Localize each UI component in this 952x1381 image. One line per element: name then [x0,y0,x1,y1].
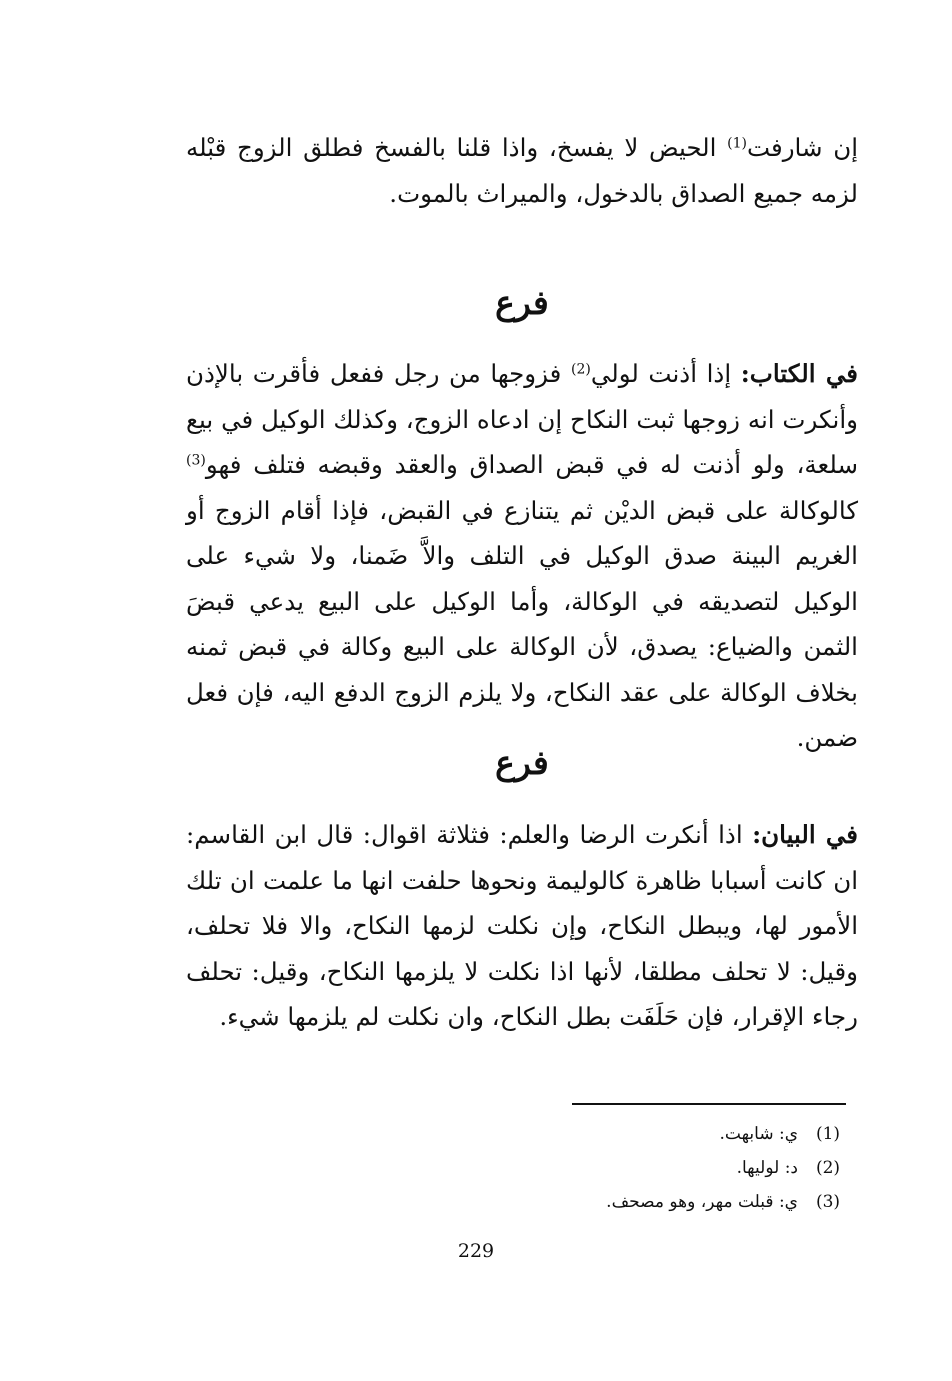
footnote-3 [400,1185,850,1219]
section-2-text: اذا أنكرت الرضا والعلم: فثلاثة اقوال: قال ابن القاسم: ان كانت أسبابا ظاهرة كالوليمة ونحوها حلفت انها ما علمت ان تلك الأمور لها، ويبطل النكاح، وإن نكلت لزمها النكاح، والا فلا تحلف، وقيل: لا تحلف مطلقا، لأنها اذا نكلت لا يلزمها النكاح، وقيل: تحلف رجاء الإقرار، فإن حَلَفَت بطل النكاح، وان نكلت لم يلزمها شيء. [186,820,858,1031]
footnote-divider [572,1103,846,1105]
footnote-ref-1[interactable]: (1) [727,135,747,152]
section-heading-2: فرع [495,743,549,782]
section-heading-1: فرع [495,283,549,322]
footnote-1-number: (1) [815,1124,841,1144]
footnote-3-text: ي: قبلت مهر، وهو مصحف. [606,1192,798,1212]
footnote-3-number: (3) [815,1192,841,1212]
footnotes-list [400,1117,850,1219]
footnote-2-text: د: لوليها. [736,1158,798,1178]
section-1-text-a: إذا أذنت لولي [590,359,741,388]
footnote-1-text: ي: شابهت. [719,1124,798,1144]
section-1-text-b: فزوجها من رجل ففعل فأقرت بالإذن وأنكرت انه زوجها ثبت النكاح إن ادعاه الزوج، وكذلك الوكيل في بيع سلعة، ولو أذنت له في قبض الصداق والعقد وقبضه فتلف فهو [186,359,858,479]
intro-text-start: إن شارفت [746,133,858,162]
section-1-paragraph [186,351,858,761]
page-number: 229 [457,1240,495,1262]
footnote-2-number: (2) [815,1158,841,1178]
footnote-ref-3[interactable]: (3) [186,452,206,469]
intro-text-rest: الحيض لا يفسخ، واذا قلنا بالفسخ فطلق الزوج قبْله لزمه جميع الصداق بالدخول، والميراث بالموت. [186,133,858,208]
footnote-1 [400,1117,850,1151]
footnote-ref-2[interactable]: (2) [570,361,591,378]
section-1-lead: في الكتاب: [740,359,858,388]
footnote-2 [400,1151,850,1185]
section-1-text-c: كالوكالة على قبض الديْن ثم يتنازع في القبض، فإذا أقام الزوج أو الغريم البينة صدق الوكيل في التلف والاَّ ضَمنا، ولا شيء على الوكيل لتصديقه في الوكالة، وأما الوكيل على البيع يدعي قبضَ الثمن والضياع: يصدق، لأن الوكالة على البيع وكالة في قبض ثمنه بخلاف الوكالة على عقد النكاح، ولا يلزم الزوج الدفع اليه، فإن فعل ضمن. [186,495,858,752]
intro-paragraph [186,125,858,216]
section-2-lead: في البيان: [752,820,858,849]
section-2-paragraph [186,812,858,1040]
